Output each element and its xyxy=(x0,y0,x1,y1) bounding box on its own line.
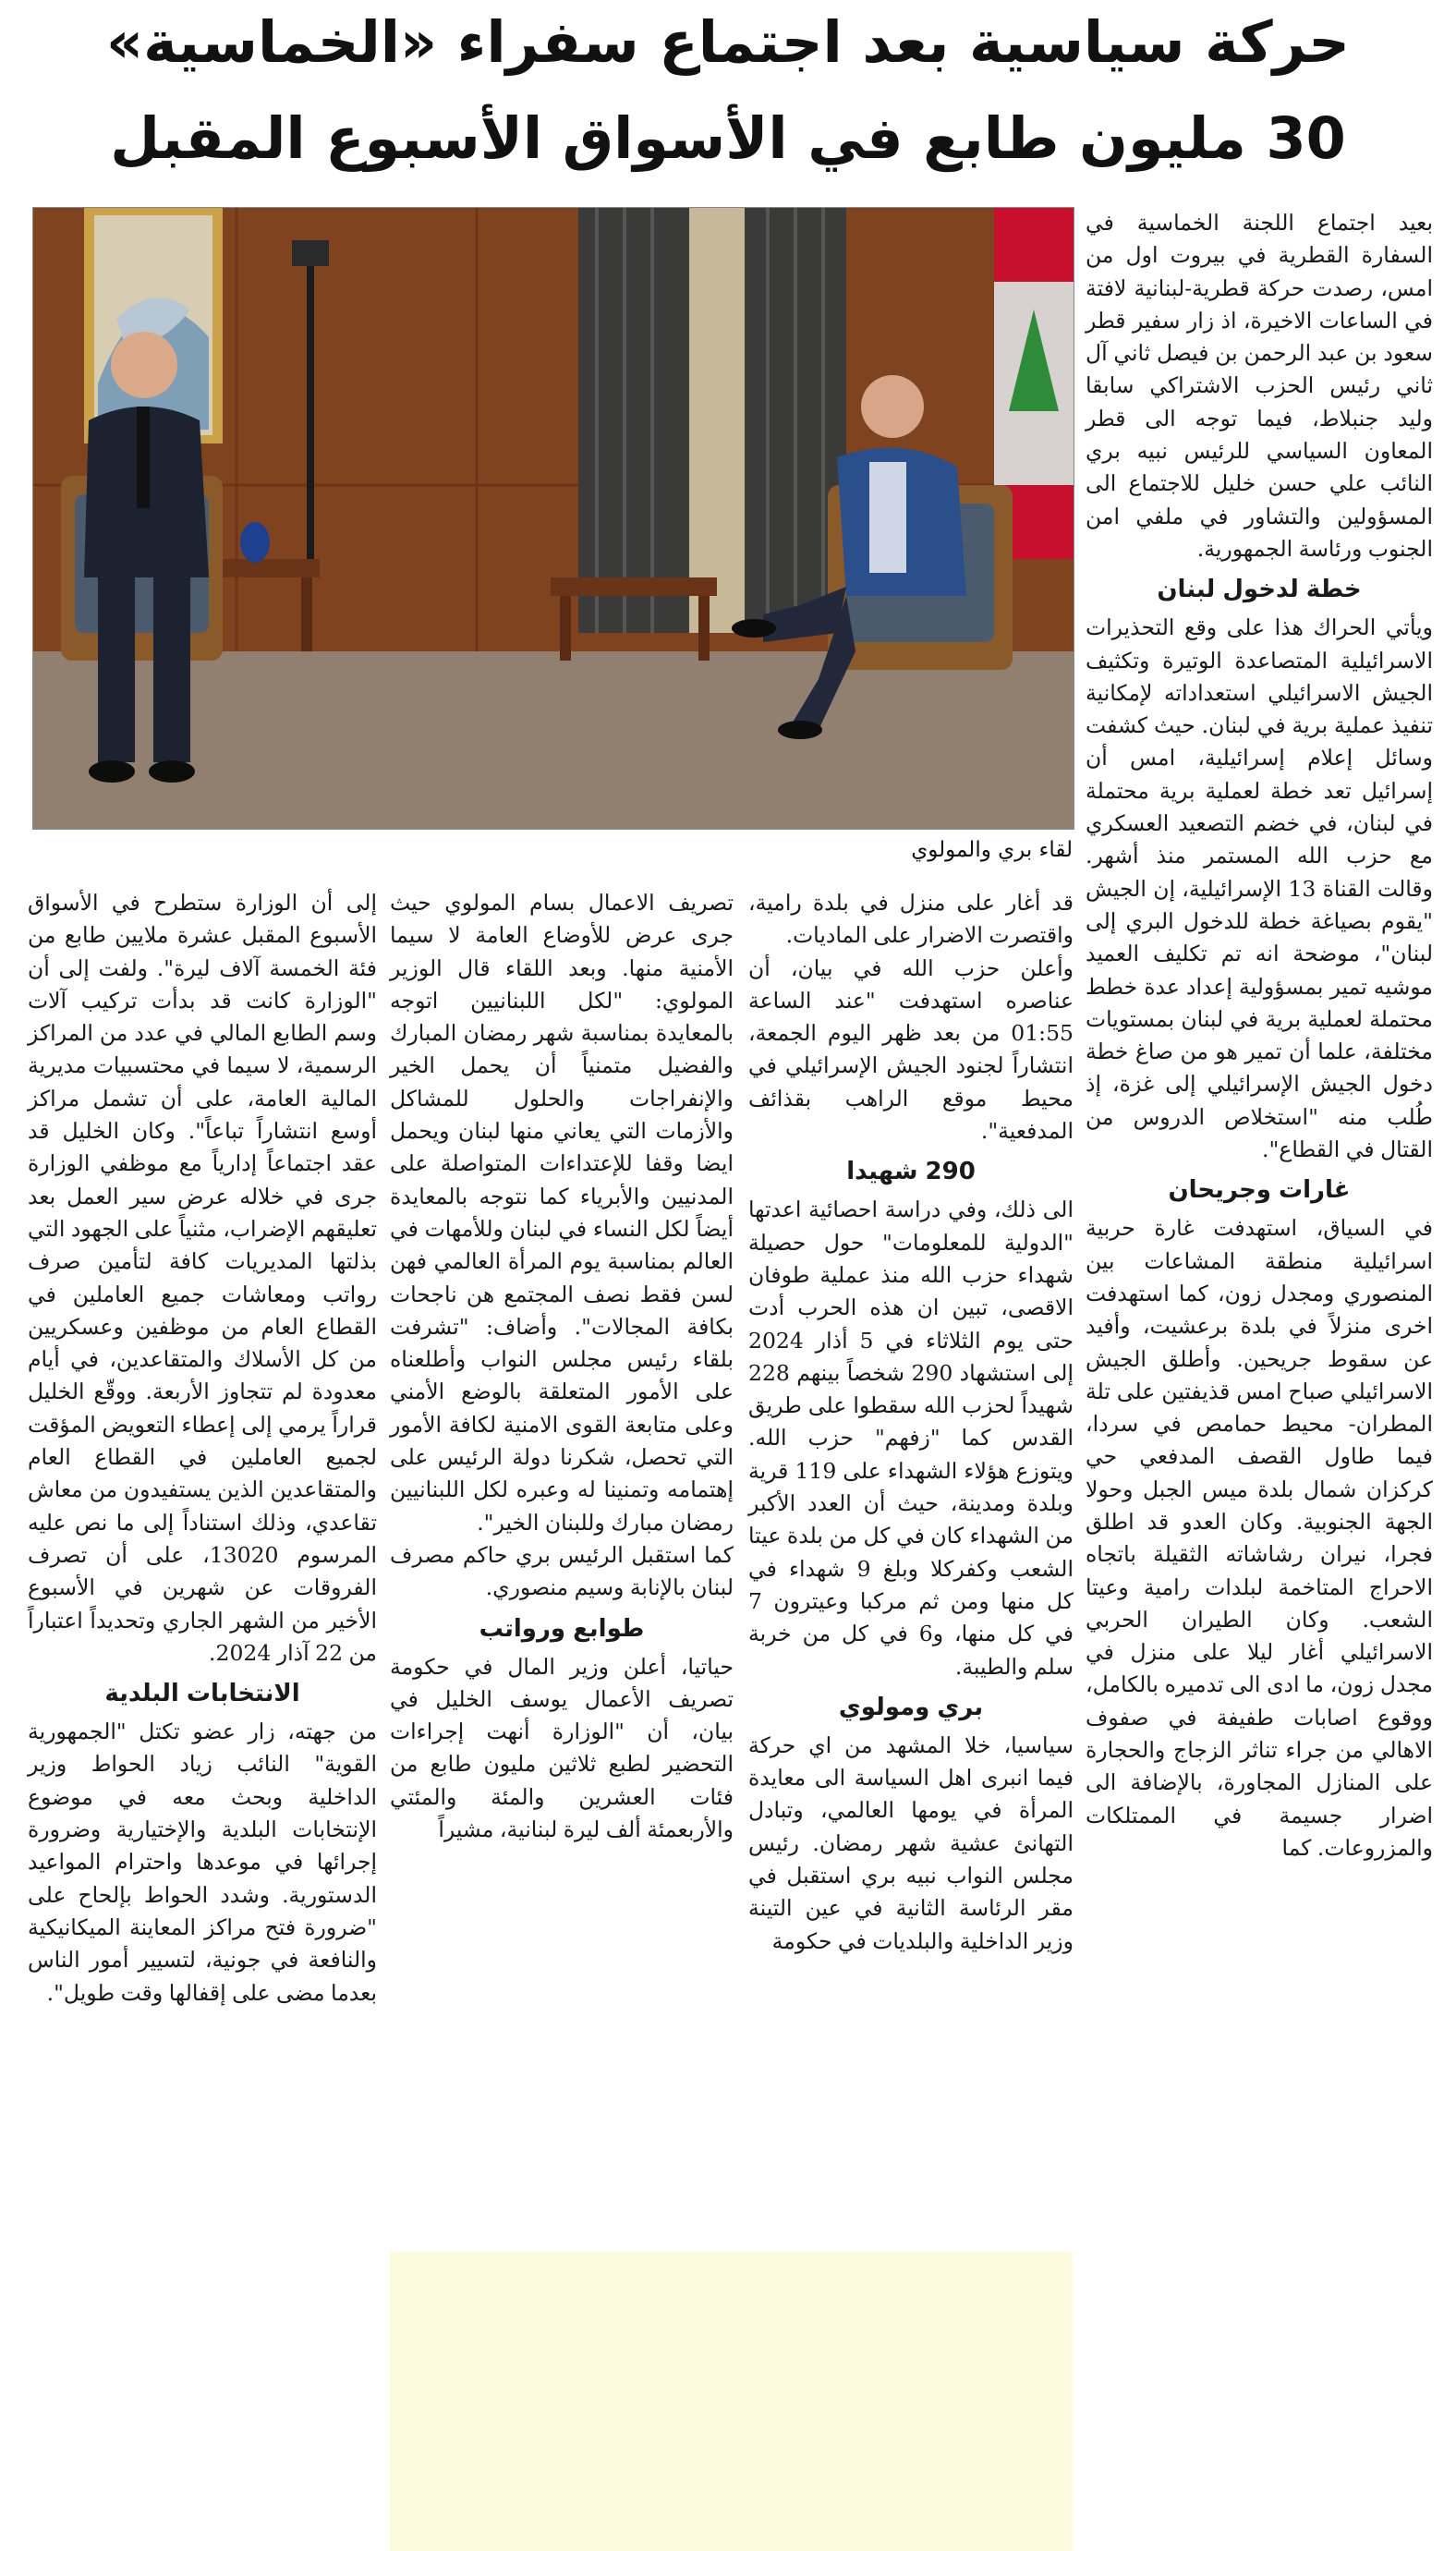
headline-line-1: حركة سياسية بعد اجتماع سفراء «الخماسية» xyxy=(106,8,1350,76)
paragraph: حياتيا، أعلن وزير المال في حكومة تصريف الأعمال يوسف الخليل في بيان، أن "الوزارة أنهت إجراءات التحضير لطبع ثلاثين مليون طابع من فئات العشرين والمئة والمئتي والأربعمئة ألف ليرة لبنانية، مشيراً xyxy=(390,1653,734,1843)
paragraph: قد أغار على منزل في بلدة رامية، واقتصرت الاضرار على الماديات. xyxy=(748,890,1074,949)
blank-ad-box xyxy=(390,2252,1073,2551)
paragraph: في السياق، استهدفت غارة حربية اسرائيلية منطقة المشاعات بين المنصوري ومجدل زون، كما استهدفت اخرى منزلاً في بلدة برعشيت، وأفيد عن سقوط جريحين. وأطلق الجيش الاسرائيلي صباح امس قذيفتين على تلة المطران- محيط حمامص في سردا، فيما طاول القصف المدفعي حي كركزان شمال بلدة ميس الجبل وحولا الجهة الجنوبية. وكان العدو قد اطلق فجرا، نيران رشاشاته الثقيلة باتجاه الاحراج المتاخمة لبلدات رامية وعيتا الشعب. وكان الطيران الحربي الاسرائيلي أغار ليلا على منزل في مجدل زون، ما ادى الى تدميره بالكامل، ووقوع اصابات طفيفة في صفوف الاهالي من جراء تناثر الزجاج والحجارة على المنازل المجاورة، بالإضافة الى اضرار جسيمة في الممتلكات والمزروعات. كما xyxy=(1086,1215,1433,1861)
subheading: الانتخابات البلدية xyxy=(104,1680,300,1708)
article-photo xyxy=(32,207,1074,830)
paragraph: إلى أن الوزارة ستطرح في الأسواق الأسبوع المقبل عشرة ملايين طابع من فئة الخمسة آلاف ليرة". ولفت إلى أن "الوزارة كانت قد بدأت تركيب آلات وسم الطابع المالي في عدد من المراكز الرسمية، لا سيما في محتسبيات مديرية المالية العامة، على أن تشمل مراكز أوسع انتشاراً تباعاً". وكان الخليل قد عقد اجتماعاً إدارياً مع موظفي الوزارة جرى في خلاله عرض سير العمل بعد تعليقهم الإضراب، مثنياً على الجهود التي بذلتها المديريات كافة لتأمين صرف رواتب ومعاشات جميع العاملين في القطاع العام من موظفين وعسكريين من كل الأسلاك والمتقاعدين، في أيام معدودة لم تتجاوز الأربعة. ووقّع الخليل قراراً يرمي إلى إعطاء التعويض المؤقت لجميع العاملين في القطاع العام والمتقاعدين الذين يستفيدون من معاش تقاعدي، وذلك استناداً إلى ما نص عليه المرسوم 13020، على أن تصرف الفروقات عن شهرين في الأسبوع الأخير من الشهر الجاري وتحديداً اعتباراً من 22 آذار 2024. xyxy=(28,890,378,1666)
article-column-right xyxy=(1086,207,1433,2545)
subheading: 290 شهيدا xyxy=(846,1158,976,1186)
subheading: بري ومولوي xyxy=(838,1693,984,1721)
subheading: غارات وجريحان xyxy=(1168,1176,1351,1205)
photo-caption: لقاء بري والمولوي xyxy=(911,838,1073,862)
meeting-photo-illustration xyxy=(33,208,1074,829)
article-column-center-right xyxy=(748,887,1074,2245)
article-column-center-left xyxy=(390,887,734,2236)
paragraph: ويأتي الحراك هذا على وقع التحذيرات الاسرائيلية المتصاعدة الوتيرة وتكثيف الجيش الاسرائيلي استعداداته لإمكانية تنفيذ عملية برية في لبنان. حيث كشفت وسائل إعلام إسرائيلية، امس أن إسرائيل تعد خطة لعملية برية محتملة في لبنان، في خضم التصعيد العسكري مع حزب الله المستمر منذ أشهر. وقالت القناة 13 الإسرائيلية، إن الجيش "يقوم بصياغة خطة للدخول البري إلى لبنان"، موضحة انه تم تكليف العميد موشيه تمير بمسؤولية إعداد عدة خطط محتملة لعملية برية في لبنان بمستويات مختلفة، علما أن تمير هو من صاغ خطة دخول الجيش الإسرائيلي إلى غزة، إذ طُلب منه "استخلاص الدروس من القتال في القطاع". xyxy=(1086,614,1433,1163)
paragraph: وأعلن حزب الله في بيان، أن عناصره استهدفت "عند الساعة 01:55 من بعد ظهر اليوم الجمعة، انتشاراً لجنود الجيش الإسرائيلي في محيط موقع الراهب بقذائف المدفعية". xyxy=(748,954,1074,1145)
paragraph: سياسيا، خلا المشهد من اي حركة فيما انبرى اهل السياسة الى معايدة المرأة في يومها العالمي، وتبادل التهانئ عشية شهر رمضان. رئيس مجلس النواب نبيه بري استقبل في مقر الرئاسة الثانية في عين التينة وزير الداخلية والبلديات في حكومة xyxy=(748,1731,1074,1954)
subheading: خطة لدخول لبنان xyxy=(1157,576,1362,604)
paragraph: بعيد اجتماع اللجنة الخماسية في السفارة القطرية في بيروت اول من امس، رصدت حركة قطرية-لبنانية لافتة في الساعات الاخيرة، اذ زار سفير قطر سعود بن عبد الرحمن بن فيصل ثاني آل ثاني رئيس الحزب الاشتراكي سابقا وليد جنبلاط، فيما توجه الى قطر المعاون السياسي للرئيس نبيه بري النائب علي حسن خليل للاجتماع الى المسؤولين والتشاور في ملفي امن الجنوب ورئاسة الجمهورية. xyxy=(1086,210,1433,562)
headline-line-2: 30 مليون طابع في الأسواق الأسبوع المقبل xyxy=(110,104,1346,172)
paragraph: تصريف الاعمال بسام المولوي حيث جرى عرض للأوضاع العامة لا سيما الأمنية منها. وبعد اللقاء قال الوزير المولوي: "لكل اللبنانيين اتوجه بالمعايدة بمناسبة شهر رمضان المبارك والفضيل متمنياً أن يحمل الخير والإنفراجات والحلول للمشاكل والأزمات التي يعاني منها لبنان ويحمل ايضا وقفا للإعتداءات المتواصلة على المدنيين والأبرياء كما نتوجه بالمعايدة أيضاً لكل النساء في لبنان وللأمهات في العالم بمناسبة يوم المرأة العالمي فهن لسن فقط نصف المجتمع هن ناجحات بكافة المجالات". وأضاف: "تشرفت بلقاء رئيس مجلس النواب وأطلعناه على الأمور المتعلقة بالوضع الأمني وعلى متابعة القوى الامنية لكافة الأمور التي تحصل، شكرنا دولة الرئيس على إهتمامه وتمنينا له وعبره لكل اللبنانيين رمضان مبارك وللبنان الخير". xyxy=(390,890,734,1536)
subheading: طوابع ورواتب xyxy=(479,1614,645,1643)
paragraph: من جهته، زار عضو تكتل "الجمهورية القوية" النائب زياد الحواط وزير الداخلية وبحث معه في موضوع الإنتخابات البلدية والإختيارية وضرورة إجرائها في موعدها واحترام المواعيد الدستورية. وشدد الحواط بإلحاح على "ضرورة فتح مراكز المعاينة الميكانيكية والنافعة في جونية، لتسيير أمور الناس بعدما مضى على إقفالها وقت طويل". xyxy=(28,1719,377,2006)
article-column-left xyxy=(28,887,377,2545)
paragraph: الى ذلك، وفي دراسة احصائية اعدتها "الدولية للمعلومات" حول حصيلة شهداء حزب الله منذ عملية طوفان الاقصى، تبين ان هذه الحرب أدت حتى يوم الثلاثاء في 5 أذار 2024 إلى استشهاد 290 شخصاً بينهم 228 شهيداً لحزب الله سقطوا على طريق القدس كما "زفهم" حزب الله. ويتوزع هؤلاء الشهداء على 119 قرية وبلدة ومدينة، حيث أن العدد الأكبر من الشهداء كان في كل من بلدة عيتا الشعب وكفركلا وبلغ 9 شهداء في كل منها ومن ثم مركبا وعيترون 7 في كل منها، و6 في كل من خربة سلم والطيبة. xyxy=(748,1197,1074,1680)
paragraph: كما استقبل الرئيس بري حاكم مصرف لبنان بالإنابة وسيم منصوري. xyxy=(390,1541,734,1601)
